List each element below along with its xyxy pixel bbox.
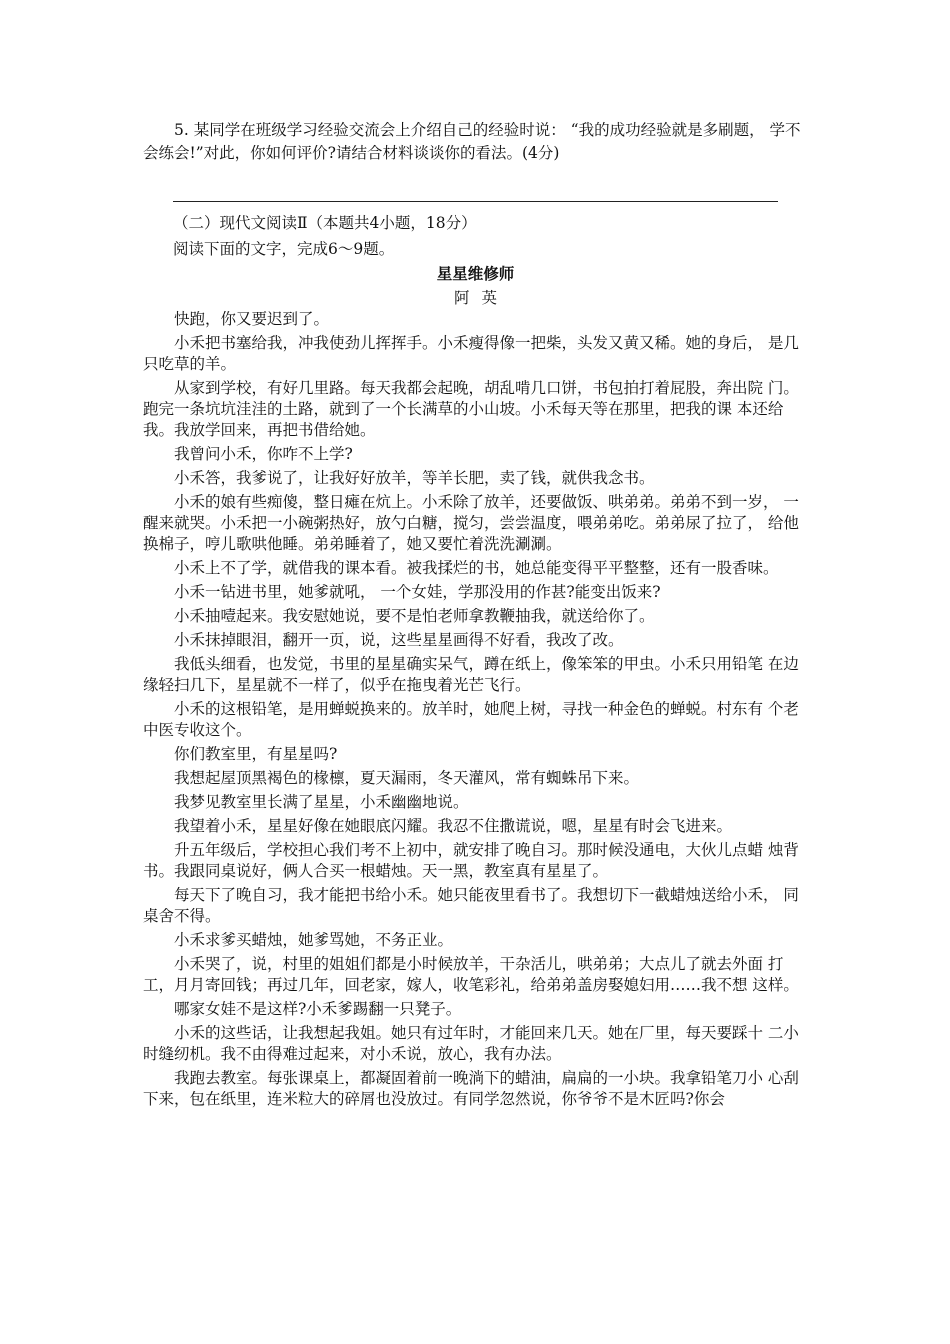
paragraph: 升五年级后，学校担心我们考不上初中，就安排了晚自习。那时候没通电，大伙儿点蜡 烛背书。我跟同桌说好，俩人合买一根蜡烛。天一黑，教室真有星星了。 xyxy=(143,841,799,880)
paragraph: 我跑去教室。每张课桌上，都凝固着前一晚淌下的蜡油，扁扁的一小块。我拿铅笔刀小 心刮下来，包在纸里，连米粒大的碎屑也没放过。有同学忽然说，你爷爷不是木匠吗?你会 xyxy=(143,1069,799,1108)
paragraph: 小禾的这些话，让我想起我姐。她只有过年时，才能回来几天。她在厂里，每天要踩十 二小时缝纫机。我不由得难过起来，对小禾说，放心，我有办法。 xyxy=(143,1024,799,1063)
paragraph: 小禾抽噎起来。我安慰她说，要不是怕老师拿教鞭抽我，就送给你了。 xyxy=(174,607,655,625)
story-author: 阿英 xyxy=(453,289,509,307)
paragraph: 小禾把书塞给我，冲我使劲儿挥挥手。小禾瘦得像一把柴，头发又黄又稀。她的身后， 是几只吃草的羊。 xyxy=(143,334,799,373)
paragraph: 小禾的这根铅笔，是用蝉蜕换来的。放羊时，她爬上树，寻找一种金色的蝉蜕。村东有 个老中医专收这个。 xyxy=(143,700,799,739)
reading-instruction: 阅读下面的文字，完成6～9题。 xyxy=(173,240,395,258)
paragraph: 小禾哭了，说，村里的姐姐们都是小时候放羊，干杂活儿，哄弟弟；大点儿了就去外面 打工，月月寄回钱；再过几年，回老家，嫁人，收笔彩礼，给弟弟盖房娶媳妇用……我不想 这样。 xyxy=(143,955,799,994)
paragraph: 小禾答，我爹说了，让我好好放羊，等羊长肥，卖了钱，就供我念书。 xyxy=(174,469,655,487)
story-body xyxy=(143,309,808,1113)
story-title: 星星维修师 xyxy=(436,264,515,283)
section-heading: （二）现代文阅读Ⅱ（本题共4小题，18分） xyxy=(173,214,477,232)
paragraph: 每天下了晚自习，我才能把书给小禾。她只能夜里看书了。我想切下一截蜡烛送给小禾， 同桌舍不得。 xyxy=(143,886,799,925)
question-5: 5. 某同学在班级学习经验交流会上介绍自己的经验时说： “我的成功经验就是多刷题， 学不会练会!”对此，你如何评价?请结合材料谈谈你的看法。(4分) xyxy=(143,121,801,162)
paragraph: 小禾求爹买蜡烛，她爹骂她，不务正业。 xyxy=(174,931,454,949)
paragraph: 小禾的娘有些痴傻，整日瘫在炕上。小禾除了放羊，还要做饭、哄弟弟。弟弟不到一岁， 一醒来就哭。小禾把一小碗粥热好，放勺白糖，搅匀，尝尝温度，喂弟弟吃。弟弟尿了拉了， 给他换棉子，哼儿歌哄他睡。弟弟睡着了，她又要忙着洗洗涮涮。 xyxy=(143,493,799,553)
paragraph: 小禾一钻进书里，她爹就吼， 一个女娃，学那没用的作甚?能变出饭来? xyxy=(174,583,661,601)
paragraph: 你们教室里，有星星吗? xyxy=(174,745,338,763)
paragraph: 小禾上不了学，就借我的课本看。被我揉烂的书，她总能变得平平整整，还有一股香味。 xyxy=(174,559,779,577)
paragraph: 小禾抹掉眼泪，翻开一页，说，这些星星画得不好看，我改了改。 xyxy=(174,631,624,649)
paragraph: 我梦见教室里长满了星星，小禾幽幽地说。 xyxy=(174,793,469,811)
paragraph: 我望着小禾，星星好像在她眼底闪耀。我忍不住撒谎说，嗯，星星有时会飞进来。 xyxy=(174,817,733,835)
paragraph: 从家到学校，有好几里路。每天我都会起晚，胡乱啃几口饼，书包拍打着屁股，奔出院 门。跑完一条坑坑洼洼的土路，就到了一个长满草的小山坡。小禾每天等在那里，把我的课 本还给我。我放学回来，再把书借给她。 xyxy=(143,379,799,439)
paragraph: 快跑，你又要迟到了。 xyxy=(174,310,330,328)
paragraph: 哪家女娃不是这样?小禾爹踢翻一只凳子。 xyxy=(174,1000,462,1018)
paragraph: 我曾问小禾，你咋不上学? xyxy=(174,445,353,463)
paragraph: 我低头细看，也发觉，书里的星星确实呆气，蹲在纸上，像笨笨的甲虫。小禾只用铅笔 在边缘轻扫几下，星星就不一样了，似乎在拖曳着光芒飞行。 xyxy=(143,655,799,694)
paragraph: 我想起屋顶黑褐色的椽檩，夏天漏雨，冬天灌风，常有蜘蛛吊下来。 xyxy=(174,769,640,787)
divider-line xyxy=(173,201,778,202)
